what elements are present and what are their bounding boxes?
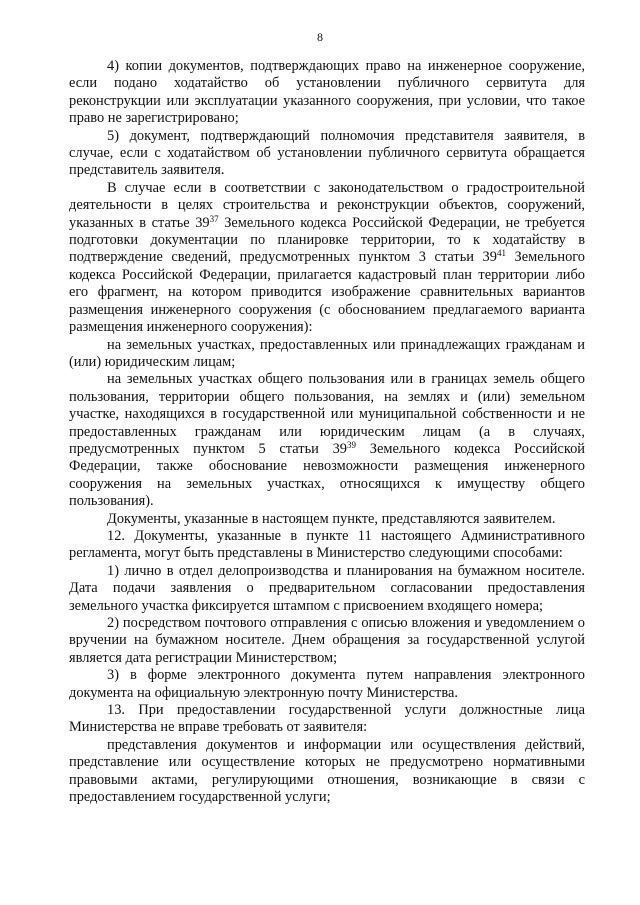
paragraph	[69, 511, 585, 528]
paragraph	[69, 702, 585, 737]
paragraph-text: на земельных участках, предоставленных или принадлежащих гражданам и (или) юридическим лицам;	[69, 336, 585, 370]
article-superscript: 39	[346, 439, 356, 450]
paragraph	[69, 615, 585, 667]
article-superscript: 41	[496, 248, 506, 259]
paragraph-text: на земельных участках общего пользования или в границах земель общего пользования, территории общего пользования, на землях и (или) земельном участке, находящихся в государственной или муниципальной собственности и не предоставленных гражданам или юридическим лицам (а в случаях, предусмотренных пунктом 5 статьи 39	[69, 371, 585, 457]
paragraph-text: В случае если в соответствии с законодательством о градостроительной деятельности в целях строительства и реконструкции объектов, сооружений, указанных в статье 39	[69, 179, 585, 231]
paragraph	[69, 337, 585, 372]
paragraph	[69, 737, 585, 807]
paragraph	[69, 58, 585, 128]
paragraph-text: 2) посредством почтового отправления с описью вложения и уведомлением о вручении на бумажном носителе. Днем обращения за государственной услугой является дата регистрации Министерством;	[69, 615, 585, 666]
article-superscript: 37	[209, 213, 219, 224]
page-number: 8	[317, 30, 323, 44]
paragraph-text: 5) документ, подтверждающий полномочия представителя заявителя, в случае, если с ходатайством об установлении публичного сервитута обращается представитель заявителя.	[69, 127, 585, 179]
paragraph-text: 12. Документы, указанные в пункте 11 настоящего Административного регламента, могут быть представлены в Министерство следующими способами:	[69, 527, 585, 562]
paragraph-text: Земельного кодекса Российской Федерации, также обоснование невозможности размещения инженерного сооружения на земельных участках, относящихся к имуществу общего пользования).	[69, 440, 585, 510]
document-body	[69, 58, 585, 806]
paragraph	[69, 563, 585, 615]
paragraph-text: Земельного кодекса Российской Федерации, не требуется подготовки документации по планировке территории, то к ходатайству в подтверждение сведений, предусмотренных пунктом 3 статьи 39	[69, 214, 585, 266]
paragraph-text: 4) копии документов, подтверждающих право на инженерное сооружение, если подано ходатайство об установлении публичного сервитута для реконструкции или эксплуатации указанного сооружения, при условии, что такое право не зарегистрировано;	[69, 58, 585, 127]
paragraph-text: 13. При предоставлении государственной услуги должностные лица Министерства не вправе требовать от заявителя:	[69, 702, 585, 736]
paragraph	[69, 371, 585, 510]
paragraph	[69, 128, 585, 180]
paragraph-text: Документы, указанные в настоящем пункте, представляются заявителем.	[107, 510, 556, 527]
paragraph	[69, 528, 585, 563]
paragraph-text: 3) в форме электронного документа путем направления электронного документа на официальную электронную почту Министерства.	[69, 667, 585, 701]
paragraph	[69, 180, 585, 337]
paragraph-text: представления документов и информации или осуществления действий, представление или осуществление которых не предусмотрено нормативными правовыми актами, регулирующими отношения, возникающие в связи с предоставлением государственной услуги;	[69, 736, 585, 806]
paragraph	[69, 667, 585, 702]
paragraph-text: 1) лично в отдел делопроизводства и планирования на бумажном носителе. Дата подачи заявления о предварительном согласовании предоставления земельного участка фиксируется штампом с присвоением входящего номера;	[69, 562, 585, 614]
paragraph-text: Земельного кодекса Российской Федерации, прилагается кадастровый план территории либо его фрагмент, на котором приводится изображение сравнительных вариантов размещения инженерного сооружения (с обоснованием предлагаемого варианта размещения инженерного сооружения):	[69, 249, 585, 336]
